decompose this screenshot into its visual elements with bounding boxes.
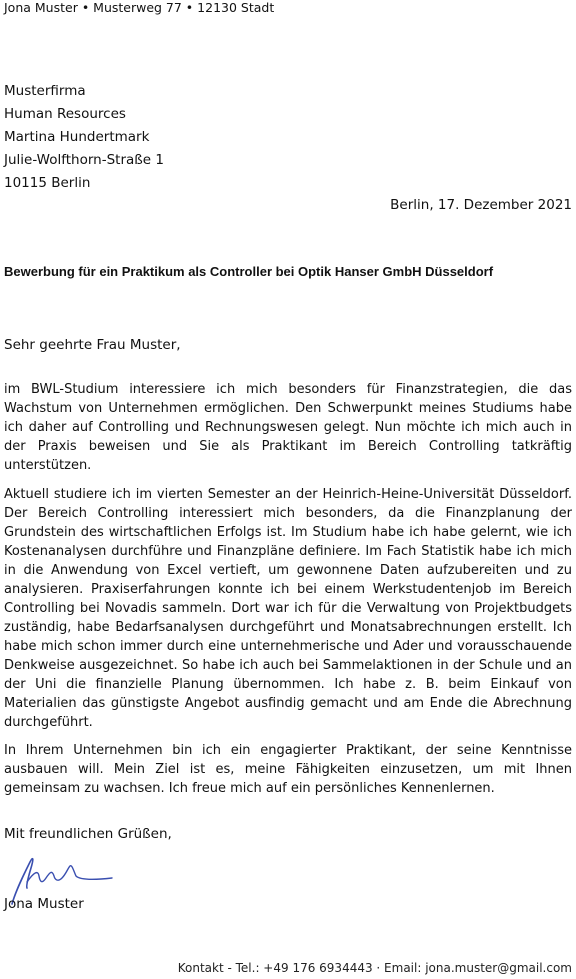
letter-salutation: Sehr geehrte Frau Muster, <box>4 337 181 353</box>
body-paragraph-motivation: In Ihrem Unternehmen bin ich ein engagierter Praktikant, der seine Kenntnisse ausbauen will. Mein Ziel ist es, meine Fähigkeiten einzusetzen, um mit Ihnen gemeinsam zu wachsen. Ich freue mich auf ein persönliches Kennenlernen. <box>4 743 572 796</box>
recipient-street: Julie-Wolfthorn-Straße 1 <box>4 152 164 168</box>
letter-closing: Mit freundlichen Grüßen, <box>4 826 172 842</box>
contact-footer: Kontakt - Tel.: +49 176 6934443 · Email: jona.muster@gmail.com <box>177 961 572 975</box>
recipient-company: Musterfirma <box>4 83 86 99</box>
body-paragraph-experience: Aktuell studiere ich im vierten Semester an der Heinrich-Heine-Universität Düsseldorf. Der Bereich Controlling interessiert mich besonders, da die Finanzplanung der Grundstein des wirtschaftlichen Erfolgs ist. Im Studium habe ich habe gelernt, wie ich Kostenanalysen durchführe und Finanzpläne definiere. Im Fach Statistik habe ich mich in die Anwendung von Excel vertieft, um gewonnene Daten aufzubereiten und zu analysieren. Praxiserfahrungen konnte ich bei einem Werkstudentenjob im Bereich Controlling bei Novadis sammeln. Dort war ich für die Verwaltung von Projektbudgets zuständig, habe Bedarfsanalysen durchgeführt und Monatsabrechnungen erstellt. Ich habe mich schon immer durch eine unternehmerische und Ader und vorausschauende Denkweise ausgezeichnet. So habe ich auch bei Sammelaktionen in der Schule und an der Uni die finanzielle Planung übernommen. Ich habe z. B. beim Einkauf von Materialien das günstigste Angebot ausfindig gemacht und am Ende die Abrechnung durchgeführt. <box>4 487 572 730</box>
letter-subject: Bewerbung für ein Praktikum als Controller bei Optik Hanser GmbH Düsseldorf <box>4 264 494 279</box>
recipient-contact-person: Martina Hundertmark <box>4 129 150 145</box>
signer-name: Jona Muster <box>4 896 84 912</box>
body-paragraph-intro: im BWL-Studium interessiere ich mich besonders für Finanzstrategien, die das Wachstum von Unternehmen ermöglichen. Den Schwerpunkt meines Studiums habe ich daher auf Controlling und Rechnungswesen gelegt. Nun möchte ich mich auch in der Praxis beweisen und Sie als Praktikant im Bereich Controlling tatkräftig unterstützen. <box>4 382 572 473</box>
recipient-address-block <box>4 80 164 195</box>
recipient-department: Human Resources <box>4 106 126 122</box>
recipient-city: 10115 Berlin <box>4 175 91 191</box>
letter-date: Berlin, 17. Dezember 2021 <box>390 197 572 213</box>
sender-address-line: Jona Muster • Musterweg 77 • 12130 Stadt <box>4 0 275 15</box>
